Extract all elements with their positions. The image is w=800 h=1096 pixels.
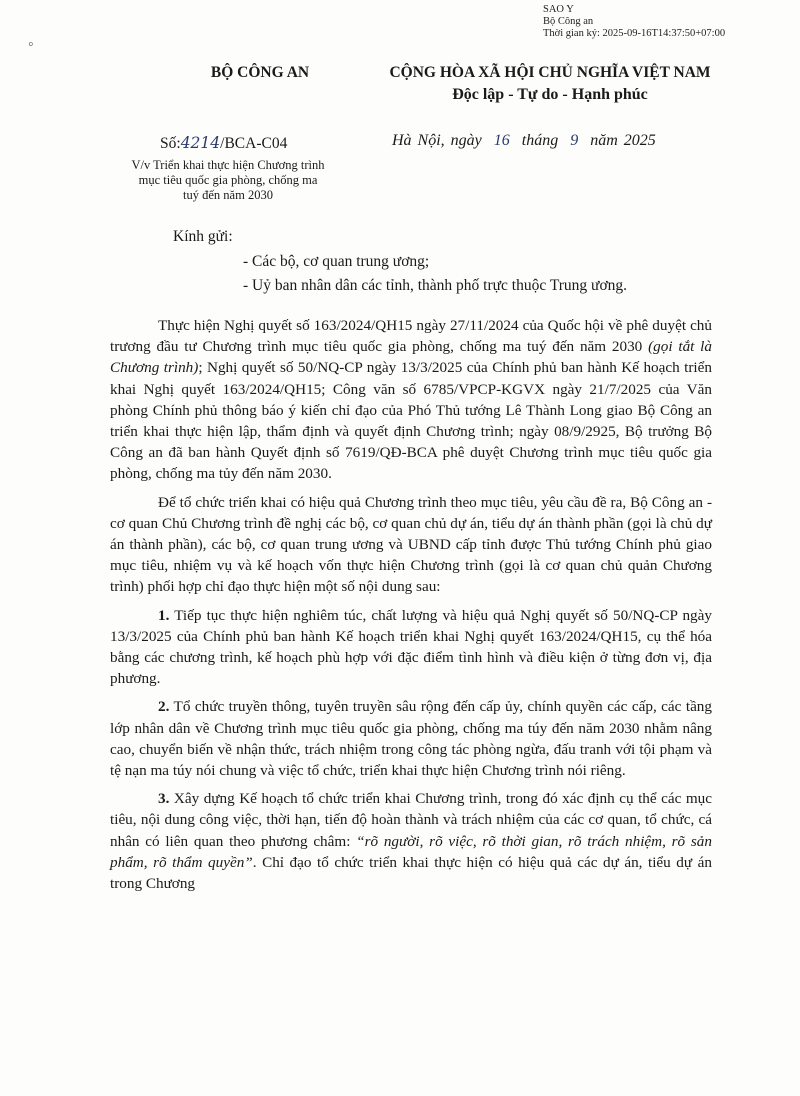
stamp-line-1: SAO Y [543, 4, 574, 15]
date-year: năm 2025 [590, 132, 656, 149]
date-prefix: Hà Nội, ngày [392, 132, 482, 149]
subject-line-3: tuý đến năm 2030 [183, 188, 273, 202]
number-prefix: Số: [160, 135, 181, 152]
document-body [110, 315, 712, 901]
copy-stamp [543, 4, 725, 40]
nation-name: CỘNG HÒA XÃ HỘI CHỦ NGHĨA VIỆT NAM [389, 64, 711, 81]
date-month-label: tháng [521, 132, 559, 149]
date-day: 16 [493, 132, 510, 149]
agency-name: BỘ CÔNG AN [210, 64, 310, 81]
paragraph-italic-text: (gọi tắt là Chương trình) [110, 338, 712, 377]
item-number: 1. [158, 606, 170, 624]
document-number [160, 134, 287, 153]
date-month: 9 [570, 132, 579, 149]
paragraph-text: Tổ chức truyền thông, tuyên truyền sâu rộng đến cấp ủy, chính quyền các cấp, các tầng lớp nhân dân về Chương trình mục tiêu quốc gia phòng, chống ma túy đến năm 2030 nhằm nâng cao, chuyển biến về nhận thức, trách nhiệm trong công tác phòng ngừa, đấu tranh với tội phạm và tệ nạn ma túy nói chung và việc tổ chức, triển khai thực hiện Chương trình nói riêng. [110, 698, 712, 780]
paragraph-item-2 [110, 696, 712, 781]
paragraph-item-1 [110, 605, 712, 690]
paragraph-text: ; Nghị quyết số 50/NQ-CP ngày 13/3/2025 của Chính phủ ban hành Kế hoạch triển khai Nghị quyết 163/2024/QH15; Công văn số 6785/VPCP-KGVX ngày 21/7/2025 của Văn phòng Chính phủ thông báo ý kiến chỉ đạo của Phó Thủ tướng Lê Thành Long giao Bộ Công an triển khai thực hiện lập, thẩm định và quyết định Chương trình; ngày 08/9/2925, Bộ trưởng Bộ Công an đã ban hành Quyết định số 7619/QĐ-BCA phê duyệt Chương trình mục tiêu quốc gia phòng, chống ma tủy đến năm 2030. [110, 359, 712, 483]
recipients-list [243, 250, 627, 298]
scan-mark-icon: ◦ [28, 36, 34, 53]
item-number: 2. [158, 698, 170, 716]
national-motto: Độc lập - Tự do - Hạnh phúc [452, 86, 648, 103]
item-number: 3. [158, 790, 170, 808]
number-handwritten: 4214 [180, 134, 221, 152]
paragraph-text: . Chỉ đạo tổ chức triển khai thực hiện có hiệu quả các dự án, tiểu dự án trong Chương [110, 853, 712, 893]
stamp-line-2: Bộ Công an [543, 16, 594, 27]
document-subject [108, 158, 348, 203]
recipient-item: - Các bộ, cơ quan trung ương; [243, 253, 430, 270]
recipient-item: - Uỷ ban nhân dân các tỉnh, thành phố trực thuộc Trung ương. [243, 277, 628, 294]
issuing-agency [170, 64, 350, 82]
number-suffix: /BCA-C04 [220, 135, 288, 152]
paragraph-text: Để tổ chức triển khai có hiệu quả Chương trình theo mục tiêu, yêu cầu đề ra, Bộ Công an - cơ quan Chủ Chương trình đề nghị các bộ, cơ quan chủ dự án, tiểu dự án thành phần (gọi là chủ dự án thành phần), các bộ, cơ quan trung ương và UBND cấp tỉnh được Thủ tướng Chính phủ giao mục tiêu, nhiệm vụ và kế hoạch vốn thực hiện Chương trình (gọi là cơ quan chủ quản Chương trình) phối hợp chỉ đạo thực hiện một số nội dung sau: [110, 493, 712, 596]
subject-line-1: V/v Triển khai thực hiện Chương trình [131, 158, 325, 172]
paragraph-item-3 [110, 788, 712, 894]
document-date [392, 132, 656, 150]
paragraph-text: Thực hiện Nghị quyết số 163/2024/QH15 ngày 27/11/2024 của Quốc hội về phê duyệt chủ trương đầu tư Chương trình mục tiêu quốc gia phòng, chống ma tuý đến năm 2030 [110, 317, 712, 356]
paragraph-text: Tiếp tục thực hiện nghiêm túc, chất lượng và hiệu quả Nghị quyết số 50/NQ-CP ngày 13/3/2025 của Chính phủ ban hành Kế hoạch triển khai Nghị quyết 163/2024/QH15, cụ thể hóa bằng các chương trình, kế hoạch phù hợp với đặc điểm tình hình và điều kiện ở từng đơn vị, địa phương. [110, 606, 712, 688]
paragraph-intro [110, 315, 712, 485]
national-heading [360, 62, 740, 106]
paragraph-italic-text: “rõ người, rõ việc, rõ thời gian, rõ trách nhiệm, rõ sản phẩm, rõ thẩm quyền” [110, 832, 712, 871]
subject-line-2: mục tiêu quốc gia phòng, chống ma [138, 173, 318, 187]
paragraph-text: Xây dựng Kế hoạch tổ chức triển khai Chương trình, trong đó xác định cụ thể các mục tiêu, nội dung công việc, thời hạn, tiến độ hoàn thành và trách nhiệm của các cơ quan, tổ chức, cá nhân có liên quan theo phương châm: [110, 790, 712, 850]
paragraph-request [110, 492, 712, 598]
stamp-line-3: Thời gian ký: 2025-09-16T14:37:50+07:00 [543, 28, 726, 39]
salutation: Kính gửi: [173, 228, 233, 245]
